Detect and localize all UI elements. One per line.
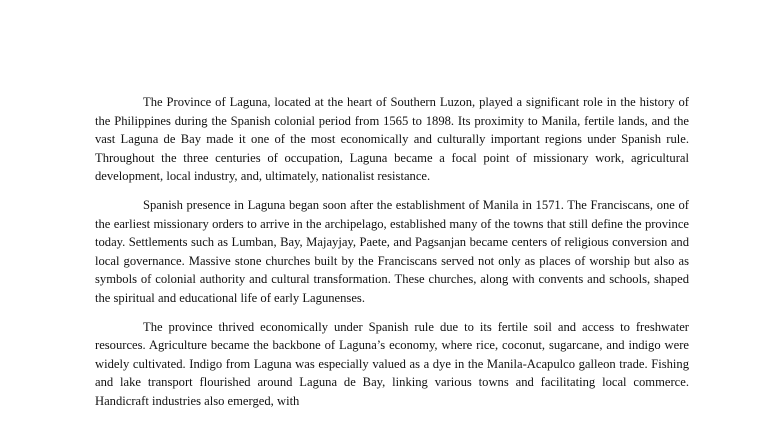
- paragraph-economy: The province thrived economically under Spanish rule due to its fertile soil and access to freshwater resources. Agriculture became the backbone of Laguna’s economy, where rice, coconut, sugarcane, and indigo were widely cultivated. Indigo from Laguna was especially valued as a dye in the Manila-Acapulco galleon trade. Fishing and lake transport flourished around Laguna de Bay, linking various towns and facilitating local commerce. Handicraft industries also emerged, with: [95, 319, 689, 408]
- paragraph-intro: The Province of Laguna, located at the heart of Southern Luzon, played a significant role in the history of the Philippines during the Spanish colonial period from 1565 to 1898. Its proximity to Manila, fertile lands, and the vast Laguna de Bay made it one of the most economically and culturally important regions under Spanish rule. Throughout the three centuries of occupation, Laguna became a focal point of missionary work, agricultural development, local industry, and, ultimately, nationalist resistance.: [95, 95, 689, 184]
- document-body: [95, 93, 689, 421]
- paragraph-spanish-presence: Spanish presence in Laguna began soon after the establishment of Manila in 1571. The Franciscans, one of the earliest missionary orders to arrive in the archipelago, established many of the towns that still define the province today. Settlements such as Lumban, Bay, Majayjay, Paete, and Pagsanjan became centers of religious conversion and local governance. Massive stone churches built by the Franciscans served not only as places of worship but also as symbols of colonial authority and cultural transformation. These churches, along with convents and schools, shaped the spiritual and educational life of early Lagunenses.: [95, 197, 689, 305]
